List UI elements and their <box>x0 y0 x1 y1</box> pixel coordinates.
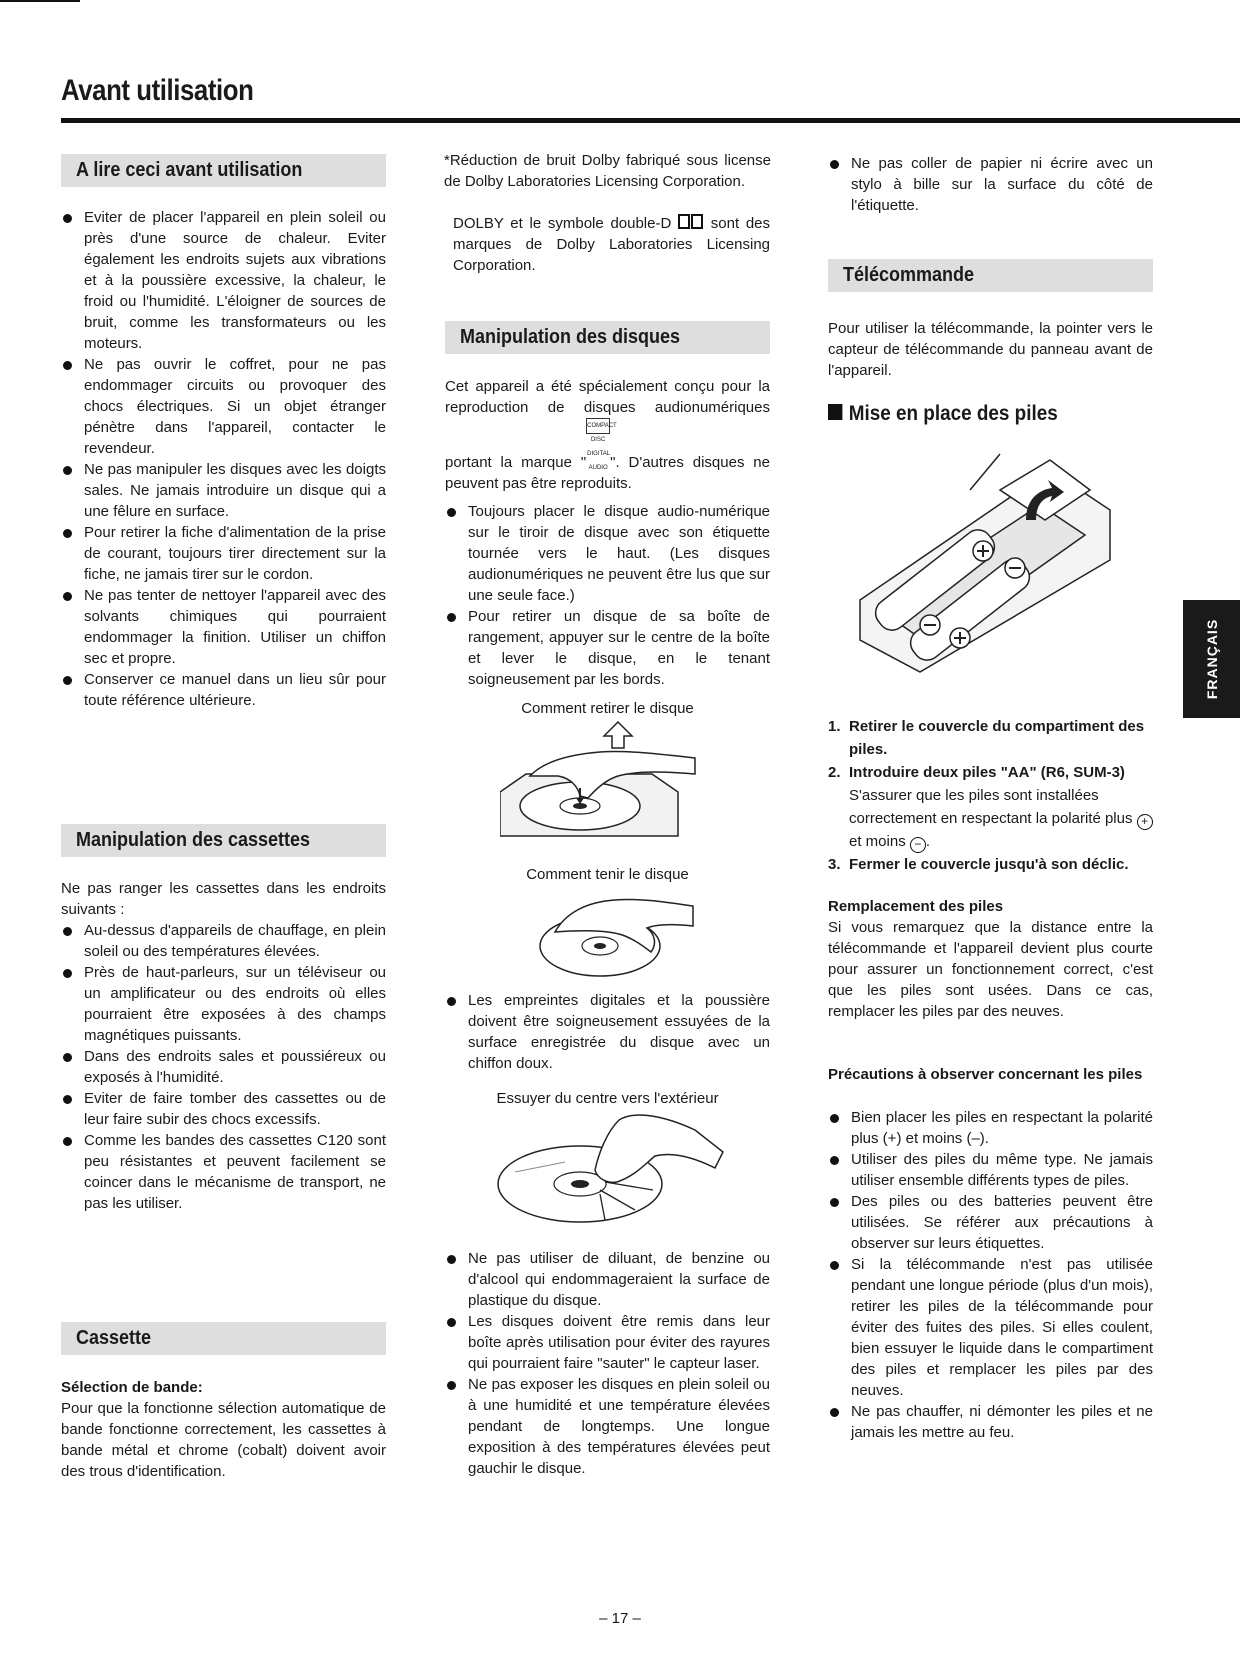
section-heading-box <box>61 824 386 857</box>
section-heading-box <box>61 154 386 187</box>
page-number: – 17 – <box>599 1610 641 1627</box>
remote-intro: Pour utiliser la télécommande, la pointer vers le capteur de télécommande du panneau avant de l'appareil. <box>828 320 1153 379</box>
step-item: 1. Retirer le couvercle du compartiment des piles. <box>828 718 1145 758</box>
section-heading-box <box>61 1322 386 1355</box>
step-item: 2. Introduire deux piles "AA" (R6, SUM-3) S'assurer que les piles sont installées correctement en respectant la polarité plus + et moins − . <box>828 761 1153 853</box>
subheading: Sélection de bande: <box>61 1379 203 1396</box>
section-heading-box <box>828 259 1153 292</box>
disc-storage-list <box>445 1248 770 1479</box>
minus-icon: − <box>910 837 926 853</box>
double-d-icon <box>678 215 704 232</box>
replace-text: Si vous remarquez que la distance entre la télécommande et l'appareil devient plus courte pour assurer un fonctionnement correct, c'est que les piles sont usées. Dans ce cas, remplacer les piles par des neuves. <box>828 919 1153 1020</box>
caption-remove: Comment retirer le disque <box>521 700 694 717</box>
disc-handling-list <box>445 501 770 690</box>
caption-wipe: Essuyer du centre vers l'extérieur <box>496 1090 719 1107</box>
dolby-trademark: DOLBY et le symbole double-D sont des marques de Dolby Laboratories Licensing Corporation. <box>453 215 771 274</box>
corner-mark <box>0 0 80 2</box>
section-heading: A lire ceci avant utilisation <box>76 159 303 181</box>
section-heading-box <box>445 321 770 354</box>
plus-icon: + <box>1137 814 1153 830</box>
list-item: Pour retirer un disque de sa boîte de rangement, appuyer sur le centre de la boîte et lever le disque, en le tenant soigneusement par les bords. <box>445 606 770 690</box>
precautions-list <box>61 207 386 711</box>
label-care-list <box>828 153 1153 216</box>
battery-steps <box>828 715 1153 876</box>
cassette-list <box>61 920 386 1214</box>
list-item: Ne pas tenter de nettoyer l'appareil avec des solvants chimiques qui pourraient endommager la finition. Utiliser un chiffon sec et propre. <box>61 585 386 669</box>
list-item: Ne pas ouvrir le coffret, pour ne pas endommager circuits ou provoquer des chocs électriques. Si un objet étranger pénètre dans l'appareil, contacter le revendeur. <box>61 354 386 459</box>
section-heading: Cassette <box>76 1327 152 1349</box>
compact-disc-logo-icon: COMPACT DISC DIGITAL AUDIO <box>586 418 610 434</box>
list-item: Près de haut-parleurs, sur un téléviseur ou un amplificateur ou des endroits où elles pourraient être exposées à des champs magnétiques puissants. <box>61 962 386 1046</box>
list-item: Comme les bandes des cassettes C120 sont peu résistantes et peuvent facilement se coincer dans le mécanisme de transport, ne pas les utiliser. <box>61 1130 386 1214</box>
list-item: Eviter de faire tomber des cassettes ou de leur faire subir des chocs excessifs. <box>61 1088 386 1130</box>
list-item: Bien placer les piles en respectant la polarité plus (+) et moins (–). <box>828 1107 1153 1149</box>
hold-disc-illustration <box>525 892 695 982</box>
battery-precautions-list <box>828 1107 1153 1443</box>
section-heading: Télécommande <box>843 264 975 286</box>
list-item: Ne pas manipuler les disques avec les doigts sales. Ne jamais introduire un disque qui a une fêlure en surface. <box>61 459 386 522</box>
list-item: Les empreintes digitales et la poussière doivent être soigneusement essuyées de la surface enregistrée du disque avec un chiffon doux. <box>445 990 770 1074</box>
square-bullet-icon <box>828 404 842 420</box>
list-item: Ne pas utiliser de diluant, de benzine ou d'alcool qui endommageraient la surface de plastique du disque. <box>445 1248 770 1311</box>
section-heading: Manipulation des cassettes <box>76 829 311 851</box>
list-item: Ne pas chauffer, ni démonter les piles et ne jamais les mettre au feu. <box>828 1401 1153 1443</box>
caption-hold: Comment tenir le disque <box>526 866 689 883</box>
list-item: Utiliser des piles du même type. Ne jamais utiliser ensemble différents types de piles. <box>828 1149 1153 1191</box>
cassette-intro: Ne pas ranger les cassettes dans les endroits suivants : <box>61 880 386 918</box>
list-item: Dans des endroits sales et poussiéreux ou exposés à l'humidité. <box>61 1046 386 1088</box>
battery-install-heading: Mise en place des piles <box>828 402 1058 426</box>
subheading: Précautions à observer concernant les piles <box>828 1066 1143 1083</box>
list-item: Toujours placer le disque audio-numérique sur le tiroir de disque avec son étiquette tournée vers le haut. (Les disques audionumériques ne peuvent être lus que sur une seule face.) <box>445 501 770 606</box>
wipe-disc-illustration <box>495 1112 725 1232</box>
section-heading: Manipulation des disques <box>460 326 681 348</box>
list-item: Conserver ce manuel dans un lieu sûr pour toute référence ultérieure. <box>61 669 386 711</box>
list-item: Pour retirer la fiche d'alimentation de la prise de courant, toujours tirer directement sur la fiche, ne jamais tirer sur le cordon. <box>61 522 386 585</box>
disc-intro: Cet appareil a été spécialement conçu pour la reproduction de disques audionumériques portant la marque "COMPACT DISC DIGITAL AUDIO ". D'autres disques ne peuvent pas être reproduits. <box>445 378 770 492</box>
list-item: Les disques doivent être remis dans leur boîte après utilisation pour éviter des rayures qui pourraient faire "sauter" le capteur laser. <box>445 1311 770 1374</box>
remove-disc-illustration <box>500 720 700 850</box>
page-title: Avant utilisation <box>61 74 254 107</box>
tape-selection-text: Pour que la fonctionne sélection automatique de bande fonctionne correctement, les cassettes à bande métal et chrome (cobalt) doivent avoir des trous d'identification. <box>61 1400 386 1480</box>
remote-battery-illustration <box>850 450 1120 675</box>
language-tab: FRANÇAIS <box>1183 600 1240 718</box>
list-item: Eviter de placer l'appareil en plein soleil ou près d'une source de chaleur. Eviter également les endroits sujets aux vibrations et à la poussière excessive, la chaleur, le froid ou l'humidité. L'éloigner de sources de bruit, comme les transformateurs ou les moteurs. <box>61 207 386 354</box>
list-item: Des piles ou des batteries peuvent être utilisées. Se référer aux précautions à observer sur leurs étiquettes. <box>828 1191 1153 1254</box>
list-item: Ne pas exposer les disques en plein soleil ou à une humidité et une température élevées pendant de longtemps. Une longue exposition à des températures élevées peut gauchir le disque. <box>445 1374 770 1479</box>
subheading: Remplacement des piles <box>828 898 1004 915</box>
title-rule <box>61 118 1240 123</box>
list-item: Ne pas coller de papier ni écrire avec un stylo à bille sur la surface du côté de l'étiquette. <box>828 153 1153 216</box>
list-item: Si la télécommande n'est pas utilisée pendant une longue période (plus d'un mois), retirer les piles de la télécommande pour éviter des fuites des piles. Si elles coulent, bien essuyer le liquide dans le compartiment des piles et remplacer les piles par des neuves. <box>828 1254 1153 1401</box>
dolby-note: *Réduction de bruit Dolby fabriqué sous license de Dolby Laboratories Licensing Corporation. <box>444 152 771 190</box>
step-item: 3. Fermer le couvercle jusqu'à son déclic. <box>828 856 1129 873</box>
disc-cleaning-list <box>445 990 770 1074</box>
list-item: Au-dessus d'appareils de chauffage, en plein soleil ou des températures élevées. <box>61 920 386 962</box>
